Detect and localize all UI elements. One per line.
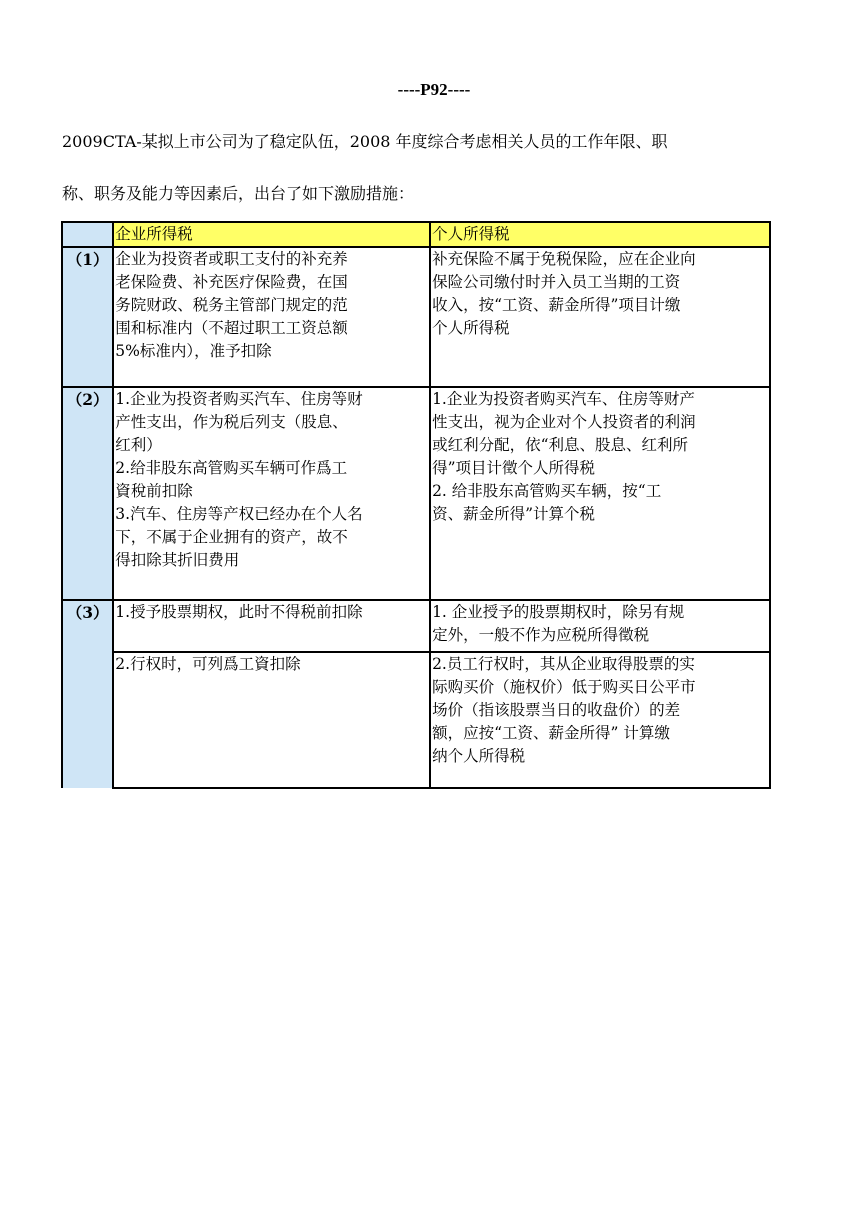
header-corporate-tax: 企业所得税 [113, 222, 430, 247]
header-corner-cell [62, 222, 113, 247]
cell-line: 企业为投资者或职工支付的补充养 [115, 250, 348, 268]
table-row [62, 652, 770, 788]
header-personal-tax: 个人所得税 [430, 222, 770, 247]
corporate-tax-cell [113, 387, 430, 600]
row-number: （2） [62, 387, 113, 600]
cell-line: 个人所得税 [432, 319, 510, 337]
cell-line: 场价（指该股票当日的收盘价）的差 [432, 701, 681, 719]
cell-line: 1.企业为投资者购买汽车、住房等财产 [432, 390, 695, 408]
cell-line: 性支出，视为企业对个人投资者的利润 [432, 413, 696, 431]
cell-line: 老保险费、补充医疗保险费，在国 [115, 273, 348, 291]
cell-line: 1. 企业授予的股票期权时，除另有规 [432, 603, 685, 621]
tax-comparison-table [61, 221, 771, 789]
row-number: （3） [62, 600, 113, 652]
cell-line: 产性支出，作为税后列支（股息、 [115, 413, 348, 431]
cell-line: 纳个人所得税 [432, 747, 526, 765]
table-header-row [62, 222, 770, 247]
personal-tax-cell [430, 387, 770, 600]
corporate-tax-cell [113, 652, 430, 788]
cell-line: 2. 给非股东高管购买车辆，按“工 [432, 482, 662, 500]
intro-line-1: 2009CTA-某拟上市公司为了稳定队伍，2008 年度综合考虑相关人员的工作年限、职 [62, 132, 668, 151]
cell-line: 2.员工行权时，其从企业取得股票的实 [432, 655, 695, 673]
cell-line: 收入，按“工资、薪金所得”项目计缴 [432, 296, 681, 314]
cell-line: 得”项目计徵个人所得税 [432, 459, 595, 477]
cell-line: 或红利分配，依“利息、股息、红利所 [432, 436, 688, 454]
cell-line: 得扣除其折旧费用 [115, 551, 240, 569]
intro-line-2: 称、职务及能力等因素后，出台了如下激励措施： [62, 184, 415, 203]
table-row [62, 600, 770, 652]
row-number: （1） [62, 247, 113, 387]
cell-line: 資稅前扣除 [115, 482, 193, 500]
personal-tax-cell [430, 652, 770, 788]
cell-line: 1.授予股票期权，此时不得税前扣除 [115, 603, 363, 621]
page-title: ----P92---- [397, 80, 471, 99]
cell-line: 下，不属于企业拥有的资产，故不 [115, 528, 348, 546]
cell-line: 围和标准内（不超过职工工资总额 [115, 319, 348, 337]
cell-line: 资、薪金所得”计算个税 [432, 505, 595, 523]
table-row [62, 387, 770, 600]
corporate-tax-cell [113, 600, 430, 652]
corporate-tax-cell [113, 247, 430, 387]
cell-line: 保险公司缴付时并入员工当期的工资 [432, 273, 681, 291]
cell-line: 际购买价（施权价）低于购买日公平市 [432, 678, 696, 696]
personal-tax-cell [430, 600, 770, 652]
cell-line: 2.行权时，可列爲工資扣除 [115, 655, 301, 673]
row-number [62, 652, 113, 788]
cell-line: 补充保险不属于免税保险，应在企业向 [432, 250, 696, 268]
table-row [62, 247, 770, 387]
cell-line: 额，应按“工资、薪金所得” 计算缴 [432, 724, 670, 742]
cell-line: 定外，一般不作为应税所得徵税 [432, 626, 650, 644]
cell-line: 2.给非股东高管购买车辆可作爲工 [115, 459, 348, 477]
cell-line: 红利） [115, 436, 162, 454]
cell-line: 1.企业为投资者购买汽车、住房等财 [115, 390, 363, 408]
cell-line: 3.汽车、住房等产权已经办在个人名 [115, 505, 363, 523]
personal-tax-cell [430, 247, 770, 387]
cell-line: 5%标准内），准予扣除 [115, 342, 272, 360]
cell-line: 务院财政、税务主管部门规定的范 [115, 296, 348, 314]
